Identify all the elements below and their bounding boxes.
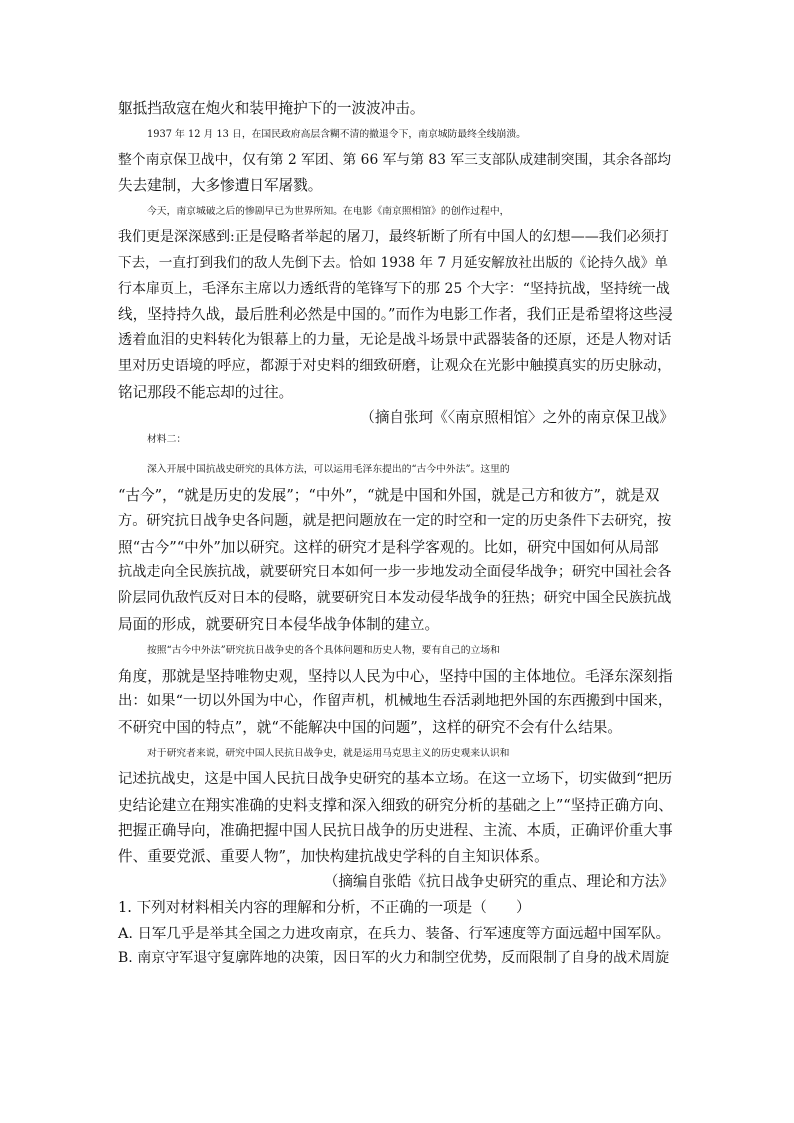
material-two-line: “古今”，“就是历史的发展”；“中外”，“就是中国和外国，就是己方和彼方”，就是双 [118,486,660,504]
material-two-line: 角度，那就是坚持唯物史观，坚持以人民为中心，坚持中国的主体地位。毛泽东深刻指 [118,667,673,685]
material-one-line: 下去，一直打到我们的敌人先倒下去。恰如 1938 年 7 月延安解放社出版的《论持久战》单 [118,254,668,271]
material-two-line: 对于研究者来说，研究中国人民抗日战争史，就是运用马克思主义的历史观来认识和 [147,747,510,759]
material-two-line: 抗战走向全民族抗战，就要研究日本如何一步一步地发动全面侵华战争；研究中国社会各 [118,564,672,581]
material-one-line: 整个南京保卫战中，仅有第 2 军团、第 66 军与第 83 军三支部队成建制突围，其余各部均 [118,151,672,168]
material-two-line: 方。研究抗日战争史各问题，就是把问题放在一定的时空和一定的历史条件下去研究，按 [118,512,672,529]
material-two-line: 按照“古今中外法”研究抗日战争史的各个具体问题和历史人物，要有自己的立场和 [147,644,500,656]
material-two-line: 出：如果“一切以外国为中心，作留声机，机械地生吞活剥地把外国的东西搬到中国来， [118,693,673,710]
material-two-label: 材料二： [147,434,187,446]
material-one-body [118,96,674,406]
material-two-line: 深入开展中国抗战史研究的具体方法，可以运用毛泽东提出的“古今中外法”。这里的 [147,464,510,476]
material-two-line: 把握正确导向，准确把握中国人民抗日战争的历史进程、主流、本质，正确评价重大事 [118,822,673,840]
material-one-line: 铭记那段不能忘却的过往。 [118,383,294,401]
option-a[interactable]: A. 日军几乎是举其全国之力进攻南京，在兵力、装备、行军速度等方面远超中国军队。 [118,925,670,942]
material-one-line: 透着血泪的史料转化为银幕上的力量，无论是战斗场景中武器装备的还原，还是人物对话 [118,332,672,349]
material-two-line: 记述抗战史，这是中国人民抗日战争史研究的基本立场。在这一立场下，切实做到“把历 [118,770,673,787]
question-stem: 1. 下列对材料相关内容的理解和分析，不正确的一项是（ ） [118,898,531,916]
material-two-line: 照“古今”“中外”加以研究。这样的研究才是科学客观的。比如，研究中国如何从局部 [118,538,659,556]
source-citation-2: （摘编自张皓《抗日战争史研究的重点、理论和方法》 [323,872,674,890]
material-two-line: 局面的形成，就要研究日本侵华战争体制的建立。 [118,615,440,633]
question-block [118,896,674,973]
option-b[interactable]: B. 南京守军退守复廓阵地的决策，因日军的火力和制空优势，反而限制了自身的战术周旋 [118,950,670,967]
material-one-line: 行本扉页上，毛泽东主席以力透纸背的笔锋写下的那 25 个大字：“坚持抗战，坚持统一战 [118,280,670,297]
material-one-line: 今天，南京城破之后的惨剧早已为世界所知。在电影《南京照相馆》的创作过程中， [147,206,510,218]
source-citation-1: （摘自张珂《〈南京照相馆〉之外的南京保卫战》 [360,408,674,426]
material-one-line: 躯抵挡敌寇在炮火和装甲掩护下的一波波冲击。 [118,100,425,117]
material-one-line: 1937 年 12 月 13 日，在国民政府高层含糊不清的撤退令下，南京城防最终全线崩溃。 [147,128,526,140]
material-two-body [118,457,674,870]
material-two-line: 阶层同仇敌忾反对日本的侵略，就要研究日本发动侵华战争的狂热；研究中国全民族抗战 [118,590,672,607]
material-two-line: 不研究中国的特点”，就“不能解决中国的问题”，这样的研究不会有什么结果。 [118,719,622,737]
material-one-line: 线，坚持持久战，最后胜利必然是中国的。”而作为电影工作者，我们正是希望将这些浸 [118,306,673,324]
material-two-line: 件、重要党派、重要人物”，加快构建抗战史学科的自主知识体系。 [118,848,549,866]
material-one-line: 失去建制，大多惨遭日军屠戮。 [118,177,323,195]
material-one-line: 我们更是深深感到:正是侵略者举起的屠刀，最终斩断了所有中国人的幻想——我们必须打 [118,228,669,245]
material-one-line: 里对历史语境的呼应，都源于对史料的细致研磨，让观众在光影中触摸真实的历史脉动， [118,357,672,374]
document-page [118,96,674,973]
material-two-line: 史结论建立在翔实准确的史料支撑和深入细致的研究分析的基础之上”“坚持正确方向、 [118,796,673,814]
